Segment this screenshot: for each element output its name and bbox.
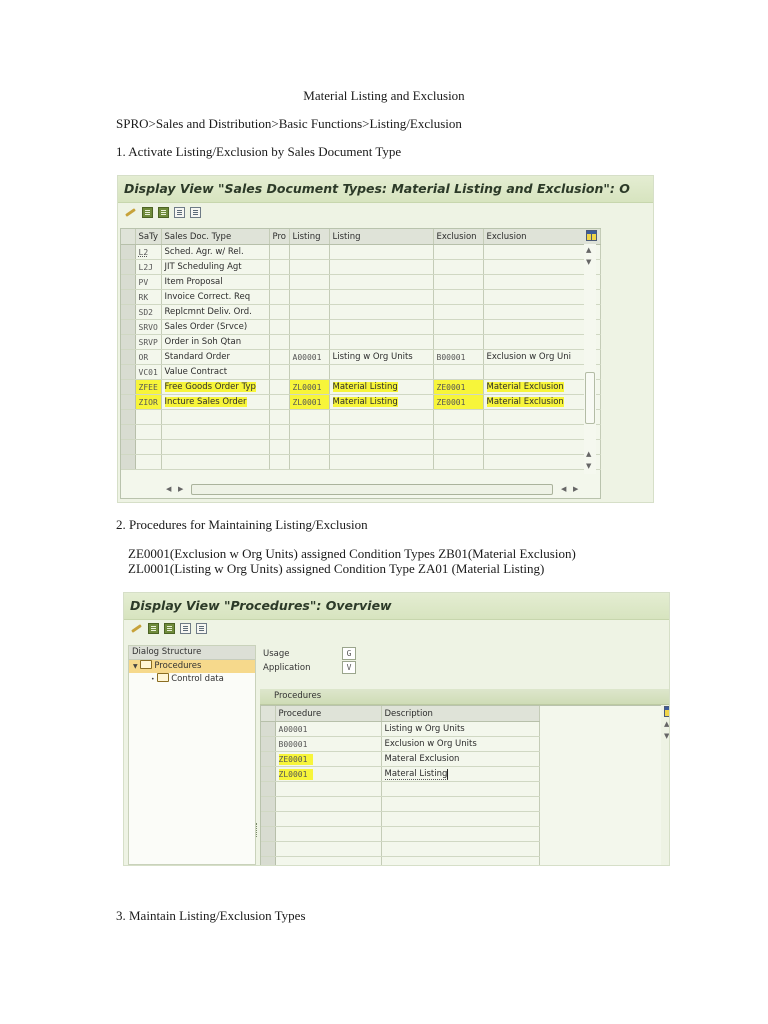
cell-listing-desc — [329, 380, 433, 395]
cell-pro — [269, 380, 289, 395]
row-selector[interactable] — [261, 857, 275, 867]
screen-title: Display View "Procedures": Overview — [130, 598, 392, 613]
cell-excl-code — [433, 260, 483, 275]
screen-title-bar — [124, 593, 669, 620]
row-selector[interactable] — [121, 410, 135, 425]
cell-type: Order in Soh Qtan — [161, 335, 269, 350]
cell-excl-desc — [483, 320, 600, 335]
row-selector[interactable] — [261, 842, 275, 857]
cell-listing-desc: Listing w Org Units — [329, 350, 433, 365]
empty-row[interactable] — [121, 410, 600, 425]
tree-item-control-data[interactable] — [129, 673, 255, 686]
cell-listing-code — [289, 260, 329, 275]
scroll-right-end-icon[interactable]: ▶ — [573, 485, 579, 493]
cell-listing-code: ZL0001 — [289, 380, 329, 395]
tree-item-label: Control data — [171, 674, 224, 684]
cell-type — [161, 380, 269, 395]
editing-cell-text[interactable]: Materal Listing — [384, 769, 448, 779]
col-pro[interactable]: Pro — [269, 229, 289, 245]
procedures-table-title-text: Procedures — [274, 691, 322, 701]
cell-excl-code: B00001 — [433, 350, 483, 365]
table-header-row — [121, 229, 600, 245]
screen-title-bar — [118, 176, 653, 203]
cell-pro — [269, 365, 289, 380]
cell-excl-code — [433, 290, 483, 305]
row-selector[interactable] — [121, 425, 135, 440]
tree-item-procedures[interactable] — [129, 660, 255, 673]
select-all-icon[interactable] — [142, 207, 153, 218]
cell-listing-code: A00001 — [289, 350, 329, 365]
change-display-icon[interactable] — [130, 623, 143, 634]
row-selector[interactable] — [121, 380, 135, 395]
select-all-corner[interactable] — [121, 229, 135, 245]
sales-doc-types-table — [120, 228, 601, 499]
document-title: Material Listing and Exclusion — [303, 88, 465, 103]
cell-excl-code: ZE0001 — [433, 380, 483, 395]
scroll-up-icon[interactable]: ▲ — [586, 246, 592, 254]
cell-pro — [269, 320, 289, 335]
row-selector[interactable] — [261, 737, 275, 752]
highlighted-text: Material Listing — [332, 397, 398, 407]
table-header-row — [261, 706, 539, 722]
cell-type: Value Contract — [161, 365, 269, 380]
row-selector[interactable] — [121, 455, 135, 470]
config-path: SPRO>Sales and Distribution>Basic Functions>Listing/Exclusion — [116, 116, 462, 131]
cell-procedure — [275, 767, 381, 782]
cell-excl-desc — [483, 275, 600, 290]
cell-listing-desc — [329, 275, 433, 290]
cell-type: Sales Order (Srvce) — [161, 320, 269, 335]
scroll-down-icon[interactable]: ▼ — [664, 732, 670, 740]
empty-row[interactable] — [261, 797, 539, 812]
column-config-icon[interactable] — [664, 706, 670, 717]
table-row[interactable] — [261, 722, 539, 737]
cell-description: Exclusion w Org Units — [381, 737, 539, 752]
cell-excl-desc — [483, 365, 600, 380]
scroll-left-end-icon[interactable]: ◀ — [561, 485, 567, 493]
vertical-scrollbar[interactable] — [584, 244, 596, 474]
table-row[interactable] — [121, 365, 600, 380]
cell-type: Standard Order — [161, 350, 269, 365]
step-3-heading: 3. Maintain Listing/Exclusion Types — [116, 908, 306, 923]
deselect-all-icon[interactable] — [174, 207, 185, 218]
table-row[interactable] — [261, 737, 539, 752]
step-2-note-2: ZL0001(Listing w Org Units) assigned Condition Type ZA01 (Material Listing) — [128, 561, 545, 576]
cell-excl-code: ZE0001 — [433, 395, 483, 410]
column-config-icon[interactable] — [586, 230, 597, 241]
row-selector[interactable] — [261, 782, 275, 797]
sales-doc-types-screen — [117, 175, 654, 503]
cell-saty: SRVO — [135, 320, 161, 335]
scroll-up-icon[interactable]: ▲ — [586, 450, 592, 458]
table-row-highlighted[interactable] — [261, 752, 539, 767]
cell-excl-desc — [483, 260, 600, 275]
row-selector[interactable] — [121, 320, 135, 335]
details-icon[interactable] — [196, 623, 207, 634]
bullet-icon: • — [151, 676, 155, 683]
empty-row[interactable] — [261, 842, 539, 857]
scroll-left-icon[interactable]: ◀ — [166, 485, 172, 493]
cell-excl-code — [433, 320, 483, 335]
horizontal-scrollbar[interactable] — [191, 484, 553, 495]
empty-row[interactable] — [261, 812, 539, 827]
cell-description: Materal Exclusion — [381, 752, 539, 767]
screen-title: Display View "Sales Document Types: Material Listing and Exclusion": O — [124, 181, 630, 196]
cell-listing-code — [289, 305, 329, 320]
row-selector[interactable] — [121, 350, 135, 365]
empty-row[interactable] — [121, 455, 600, 470]
dialog-structure-panel — [128, 645, 256, 865]
cell-saty: ZIOR — [135, 395, 161, 410]
cell-listing-code — [289, 245, 329, 260]
col-saty[interactable]: SaTy — [135, 229, 161, 245]
cell-procedure: B00001 — [275, 737, 381, 752]
cell-excl-desc — [483, 335, 600, 350]
row-selector[interactable] — [121, 335, 135, 350]
cell-excl-code — [433, 305, 483, 320]
cell-saty: SRVP — [135, 335, 161, 350]
application-toolbar — [124, 204, 201, 220]
select-block-icon[interactable] — [158, 207, 169, 218]
row-selector[interactable] — [261, 752, 275, 767]
table-row[interactable] — [121, 305, 600, 320]
row-selector[interactable] — [121, 305, 135, 320]
scroll-down-icon[interactable]: ▼ — [586, 258, 592, 266]
cell-type: Item Proposal — [161, 275, 269, 290]
cell-excl-code — [433, 245, 483, 260]
usage-field[interactable]: G — [342, 647, 356, 660]
step-2-heading: 2. Procedures for Maintaining Listing/Exclusion — [116, 517, 368, 532]
table-row-highlighted[interactable] — [121, 395, 600, 410]
highlighted-text: Material Exclusion — [486, 397, 564, 407]
highlighted-text: Free Goods Order Typ — [164, 382, 256, 392]
row-selector[interactable] — [121, 290, 135, 305]
cell-procedure: A00001 — [275, 722, 381, 737]
row-selector[interactable] — [261, 827, 275, 842]
highlighted-text: Material Listing — [332, 382, 398, 392]
deselect-all-icon[interactable] — [180, 623, 191, 634]
usage-label: Usage — [263, 649, 290, 659]
cell-excl-desc — [483, 290, 600, 305]
highlighted-text: ZE0001 — [279, 754, 314, 765]
empty-row[interactable] — [261, 827, 539, 842]
table-row[interactable] — [121, 275, 600, 290]
expand-triangle-icon[interactable]: ▼ — [133, 663, 138, 670]
select-all-icon[interactable] — [148, 623, 159, 634]
cell-type: Invoice Correct. Req — [161, 290, 269, 305]
table-row-highlighted[interactable] — [121, 380, 600, 395]
cell-procedure — [275, 752, 381, 767]
row-selector[interactable] — [261, 812, 275, 827]
cell-saty: VC01 — [135, 365, 161, 380]
row-selector[interactable] — [121, 365, 135, 380]
cell-excl-desc — [483, 245, 600, 260]
procedures-table-title — [260, 689, 670, 705]
table-row[interactable] — [121, 335, 600, 350]
scroll-down-icon[interactable]: ▼ — [586, 462, 592, 470]
folder-open-icon — [140, 660, 152, 669]
highlighted-text: Incture Sales Order — [164, 397, 247, 407]
cell-excl-code — [433, 335, 483, 350]
scroll-thumb[interactable] — [585, 372, 595, 424]
cell-listing-desc — [329, 290, 433, 305]
table-row[interactable] — [121, 260, 600, 275]
application-toolbar — [130, 620, 207, 636]
cell-saty: RK — [135, 290, 161, 305]
row-selector[interactable] — [261, 767, 275, 782]
cell-pro — [269, 335, 289, 350]
highlighted-text: ZL0001 — [279, 769, 314, 780]
row-selector[interactable] — [121, 440, 135, 455]
application-label: Application — [263, 663, 311, 673]
cell-excl-code — [433, 365, 483, 380]
step-2-note-1: ZE0001(Exclusion w Org Units) assigned Condition Types ZB01(Material Exclusion) — [128, 546, 576, 561]
cell-type — [161, 395, 269, 410]
splitter-handle[interactable] — [256, 823, 260, 837]
table-row-highlighted[interactable] — [261, 767, 539, 782]
scroll-up-icon[interactable]: ▲ — [664, 720, 670, 728]
cell-listing-code: ZL0001 — [289, 395, 329, 410]
table-row[interactable] — [121, 350, 600, 365]
cell-listing-desc — [329, 320, 433, 335]
cell-pro — [269, 305, 289, 320]
row-selector[interactable] — [261, 797, 275, 812]
highlighted-text: Material Exclusion — [486, 382, 564, 392]
details-icon[interactable] — [190, 207, 201, 218]
empty-row[interactable] — [261, 857, 539, 867]
procedures-screen — [123, 592, 670, 866]
cell-saty: SD2 — [135, 305, 161, 320]
cell-pro — [269, 350, 289, 365]
cell-saty: ZFEE — [135, 380, 161, 395]
procedures-table — [260, 705, 661, 866]
empty-row[interactable] — [261, 782, 539, 797]
cell-description: Listing w Org Units — [381, 722, 539, 737]
col-exclusion-code[interactable]: Exclusion — [433, 229, 483, 245]
cell-saty: L2 — [135, 245, 161, 260]
cell-type: JIT Scheduling Agt — [161, 260, 269, 275]
step-1-heading: 1. Activate Listing/Exclusion by Sales Document Type — [116, 144, 402, 159]
cell-pro — [269, 245, 289, 260]
col-listing-code[interactable]: Listing — [289, 229, 329, 245]
cell-listing-desc — [329, 245, 433, 260]
tree-item-label: Procedures — [154, 661, 202, 671]
cell-excl-desc — [483, 305, 600, 320]
cell-listing-code — [289, 275, 329, 290]
cell-pro — [269, 275, 289, 290]
table-row[interactable] — [121, 245, 600, 260]
empty-row[interactable] — [121, 425, 600, 440]
scroll-right-icon[interactable]: ▶ — [178, 485, 184, 493]
cell-saty: OR — [135, 350, 161, 365]
cell-listing-code — [289, 290, 329, 305]
col-listing-desc[interactable]: Listing — [329, 229, 433, 245]
col-description[interactable]: Description — [381, 706, 539, 722]
row-selector[interactable] — [121, 245, 135, 260]
cell-type: Sched. Agr. w/ Rel. — [161, 245, 269, 260]
select-block-icon[interactable] — [164, 623, 175, 634]
col-procedure[interactable]: Procedure — [275, 706, 381, 722]
cell-listing-desc — [329, 305, 433, 320]
cell-listing-code — [289, 335, 329, 350]
cell-excl-desc: Exclusion w Org Uni — [483, 350, 600, 365]
cell-listing-code — [289, 320, 329, 335]
cell-saty: L2J — [135, 260, 161, 275]
cell-listing-desc — [329, 395, 433, 410]
cell-listing-code — [289, 365, 329, 380]
empty-row[interactable] — [121, 440, 600, 455]
table-row[interactable] — [121, 320, 600, 335]
change-display-icon[interactable] — [124, 207, 137, 218]
row-selector[interactable] — [261, 722, 275, 737]
cell-listing-desc — [329, 260, 433, 275]
cell-description[interactable] — [381, 767, 539, 782]
cell-excl-desc — [483, 380, 600, 395]
col-sales-doc-type[interactable]: Sales Doc. Type — [161, 229, 269, 245]
row-selector[interactable] — [121, 260, 135, 275]
cell-pro — [269, 395, 289, 410]
folder-icon — [157, 673, 169, 682]
cell-excl-code — [433, 275, 483, 290]
application-field[interactable]: V — [342, 661, 356, 674]
cell-pro — [269, 260, 289, 275]
select-all-corner[interactable] — [261, 706, 275, 722]
cell-type: Replcmnt Deliv. Ord. — [161, 305, 269, 320]
cell-listing-desc — [329, 365, 433, 380]
cell-saty: PV — [135, 275, 161, 290]
cell-excl-desc — [483, 395, 600, 410]
cell-pro — [269, 290, 289, 305]
col-exclusion-desc[interactable]: Exclusion — [483, 229, 600, 245]
cell-listing-desc — [329, 335, 433, 350]
dialog-structure-header: Dialog Structure — [129, 646, 255, 660]
table-row[interactable] — [121, 290, 600, 305]
row-selector[interactable] — [121, 275, 135, 290]
row-selector[interactable] — [121, 395, 135, 410]
